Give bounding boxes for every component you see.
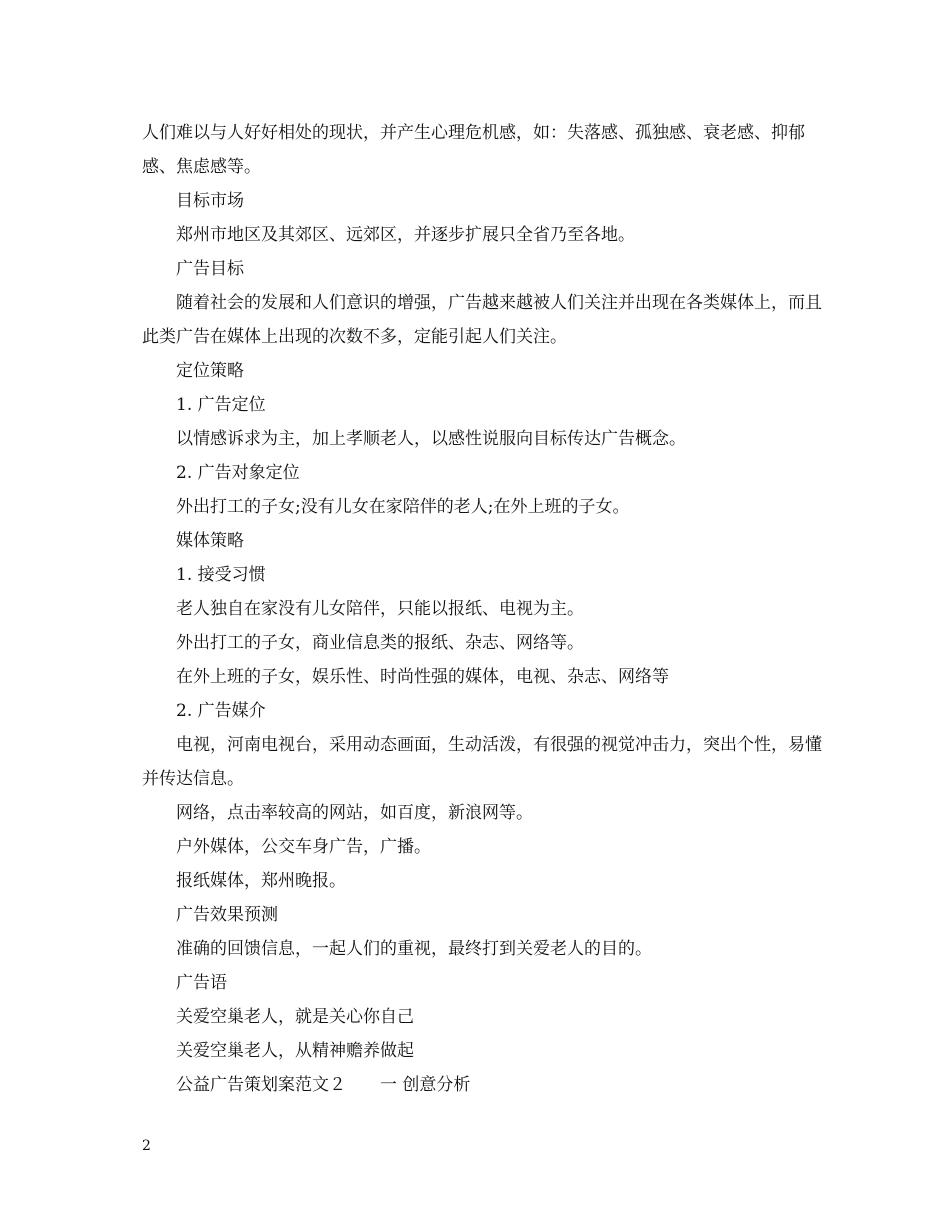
paragraph: 以情感诉求为主，加上孝顺老人，以感性说服向目标传达广告概念。 bbox=[176, 429, 686, 449]
paragraph: 电视，河南电视台，采用动态画面，生动活泼，有很强的视觉冲击力，突出个性，易懂并传达信息。 bbox=[142, 735, 822, 789]
slogan: 关爱空巢老人，从精神赡养做起 bbox=[176, 1041, 414, 1061]
paragraph: 老人独自在家没有儿女陪伴，只能以报纸、电视为主。 bbox=[176, 599, 584, 619]
section-heading: 媒体策略 bbox=[176, 531, 244, 551]
paragraph: 网络，点击率较高的网站，如百度，新浪网等。 bbox=[176, 803, 533, 823]
subheading: 1. 广告定位 bbox=[176, 395, 266, 415]
paragraph: 报纸媒体，郑州晚报。 bbox=[176, 871, 346, 891]
paragraph: 准确的回馈信息，一起人们的重视，最终打到关爱老人的目的。 bbox=[176, 939, 652, 959]
paragraph: 人们难以与人好好相处的现状，并产生心理危机感，如：失落感、孤独感、衰老感、抑郁感、焦虑感等。 bbox=[142, 123, 805, 177]
slogan: 关爱空巢老人，就是关心你自己 bbox=[176, 1007, 414, 1027]
section-heading: 广告目标 bbox=[176, 259, 244, 279]
section-heading: 广告效果预测 bbox=[176, 905, 278, 925]
paragraph: 外出打工的子女，商业信息类的报纸、杂志、网络等。 bbox=[176, 633, 584, 653]
paragraph: 郑州市地区及其郊区、远郊区，并逐步扩展只全省乃至各地。 bbox=[176, 225, 635, 245]
subheading: 2. 广告对象定位 bbox=[176, 463, 300, 483]
document-body bbox=[142, 116, 822, 1102]
subheading: 1. 接受习惯 bbox=[176, 565, 266, 585]
paragraph: 随着社会的发展和人们意识的增强，广告越来越被人们关注并出现在各类媒体上，而且此类广告在媒体上出现的次数不多，定能引起人们关注。 bbox=[142, 293, 822, 347]
page-number: 2 bbox=[142, 1138, 151, 1154]
paragraph: 在外上班的子女，娱乐性、时尚性强的媒体，电视、杂志、网络等 bbox=[176, 667, 669, 687]
section-heading: 定位策略 bbox=[176, 361, 244, 381]
document-title-line: 公益广告策划案范文２ 一 创意分析 bbox=[176, 1075, 471, 1095]
subheading: 2. 广告媒介 bbox=[176, 701, 266, 721]
section-heading: 目标市场 bbox=[176, 191, 244, 211]
paragraph: 户外媒体，公交车身广告，广播。 bbox=[176, 837, 431, 857]
paragraph: 外出打工的子女;没有儿女在家陪伴的老人;在外上班的子女。 bbox=[176, 497, 630, 517]
section-heading: 广告语 bbox=[176, 973, 227, 993]
